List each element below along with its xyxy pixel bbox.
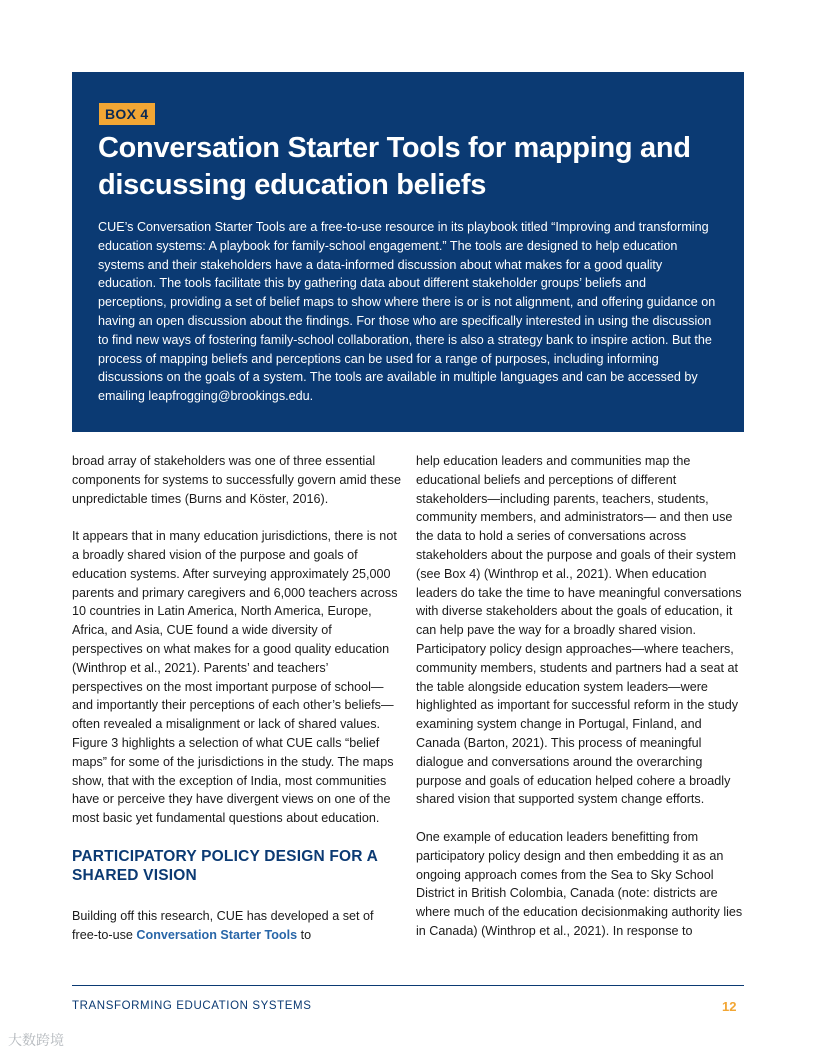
- left-paragraph-3-start: Building off this research, CUE has developed a set of free-to-use: [72, 908, 374, 942]
- right-paragraph-1: help education leaders and communities map the educational beliefs and perceptions of different stakeholders—including parents, teachers, students, community members, and administrators— and then use the data to hold a series of conversations across stakeholders about the purpose and goals of their system (see Box 4) (Winthrop et al., 2021). When education leaders do take the time to have meaningful conversations with diverse stakeholders about the goals of education, it can help pave the way for a broadly shared vision. Participatory policy design approaches—where teachers, community members, students and partners had a seat at the table alongside education system leaders—were highlighted as important for successful reform in the study examining system change in Portugal, Finland, and Canada (Barton, 2021). This process of meaningful dialogue and conversations around the overarching purpose and goals of education helped cohere a broadly shared vision that supported system change efforts.: [416, 454, 742, 807]
- watermark: 大数跨境: [8, 1032, 64, 1048]
- left-paragraph-3-end: to: [297, 927, 312, 942]
- left-paragraph-2: It appears that in many education jurisdictions, there is not a broadly shared vision of the purpose and goals of education systems. After surveying approximately 25,000 parents and primary caregivers and 6,000 teachers across 10 countries in Latin America, North America, Europe, Africa, and Asia, CUE found a wide diversity of perspectives on what makes for a good quality education (Winthrop et al., 2021). Parents’ and teachers’ perspectives on the most important purpose of school—and importantly their perceptions of each other’s beliefs—often revealed a misalignment or lack of shared values. Figure 3 highlights a selection of what CUE calls “belief maps” for some of the jurisdictions in the study. The maps show, that with the exception of India, most communities have or perceive they have divergent views on one of the most basic yet fundamental questions about education.: [72, 529, 398, 826]
- left-paragraph-3: [72, 907, 402, 945]
- page-number: 12: [722, 999, 737, 1014]
- right-column: [416, 452, 746, 960]
- footer-divider: [72, 985, 744, 986]
- footer-title: TRANSFORMING EDUCATION SYSTEMS: [72, 1000, 312, 1012]
- box-body: CUE’s Conversation Starter Tools are a free-to-use resource in its playbook titled “Improving and transforming education systems: A playbook for family-school engagement.” The tools are designed to help education systems and their stakeholders have a data-informed discussion about what makes for a good quality education. The tools facilitate this by gathering data about different stakeholder groups’ beliefs and perceptions, providing a set of belief maps to show where there is or is not alignment, and offering guidance on having an open discussion about the findings. For those who are specifically interested in using the discussion to find new ways of fostering family-school collaboration, there is also a strategy bank to inspire action. But the process of mapping beliefs and perceptions can be used for a range of purposes, including informing discussions on the goals of a system. The tools are available in multiple languages and can be accessed by emailing leapfrogging@brookings.edu.: [98, 220, 716, 404]
- box-title: Conversation Starter Tools for mapping and discussing education beliefs: [98, 132, 691, 201]
- right-paragraph-2: One example of education leaders benefitting from participatory policy design and then embedding it as an ongoing approach comes from the Sea to Sky School District in British Colombia, Canada (note: districts are where much of the education decisionmaking authority lies in Canada) (Winthrop et al., 2021). In response to: [416, 829, 743, 938]
- conversation-starter-tools-link[interactable]: Conversation Starter Tools: [136, 927, 298, 942]
- left-column: [72, 452, 402, 963]
- box-4-callout: [72, 72, 744, 432]
- box-badge: BOX 4: [99, 103, 155, 125]
- left-paragraph-1: broad array of stakeholders was one of three essential components for systems to successfully govern amid these unpredictable times (Burns and Köster, 2016).: [72, 454, 401, 506]
- section-subheading: PARTICIPATORY POLICY DESIGN FOR A SHARED VISION: [72, 847, 378, 884]
